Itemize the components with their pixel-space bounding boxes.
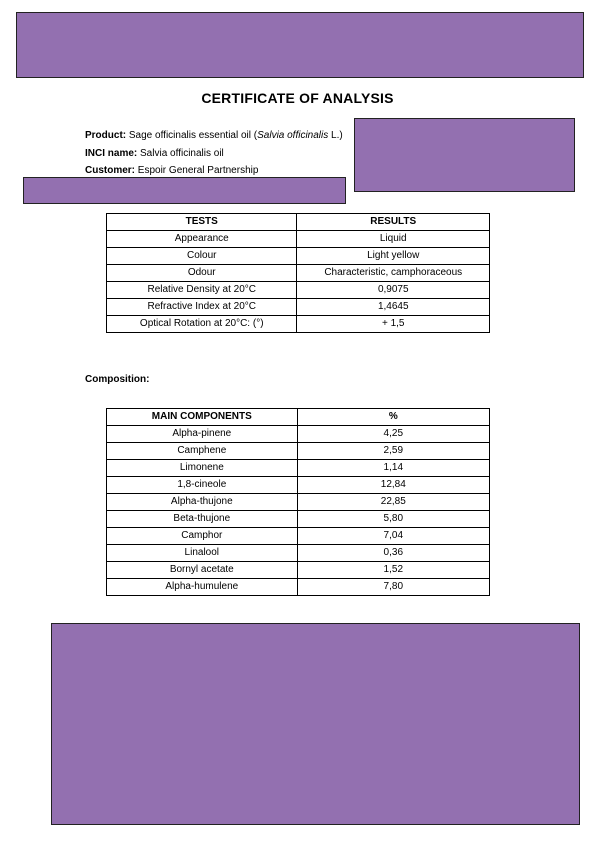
component-percent: 1,14	[297, 460, 489, 477]
components-header-name: MAIN COMPONENTS	[107, 409, 298, 426]
test-result: Characteristic, camphoraceous	[297, 265, 490, 282]
components-table	[106, 408, 490, 596]
table-row	[107, 282, 490, 299]
component-name: Alpha-pinene	[107, 426, 298, 443]
component-percent: 7,04	[297, 528, 489, 545]
table-row	[107, 316, 490, 333]
product-text-after: L.)	[328, 130, 343, 141]
component-percent: 12,84	[297, 477, 489, 494]
customer-value: Espoir General Partnership	[137, 165, 259, 176]
product-text-before: Sage officinalis essential oil (	[128, 130, 258, 141]
component-name: Camphor	[107, 528, 298, 545]
inci-line	[85, 148, 224, 160]
tests-header-tests: TESTS	[107, 214, 297, 231]
table-row	[107, 494, 490, 511]
table-row	[107, 426, 490, 443]
product-label: Product:	[85, 130, 127, 141]
component-name: Alpha-humulene	[107, 579, 298, 596]
test-name: Colour	[107, 248, 297, 265]
customer-label: Customer:	[85, 165, 136, 176]
test-result: 0,9075	[297, 282, 490, 299]
component-name: Alpha-thujone	[107, 494, 298, 511]
component-name: Bornyl acetate	[107, 562, 298, 579]
redacted-header-block	[16, 12, 584, 78]
component-percent: 7,80	[297, 579, 489, 596]
product-line	[85, 130, 343, 142]
table-row	[107, 511, 490, 528]
table-row	[107, 579, 490, 596]
redacted-signature-block	[51, 623, 580, 825]
tests-table	[106, 213, 490, 333]
components-header-row	[107, 409, 490, 426]
component-name: Linalool	[107, 545, 298, 562]
component-name: 1,8-cineole	[107, 477, 298, 494]
test-result: Liquid	[297, 231, 490, 248]
table-row	[107, 231, 490, 248]
component-percent: 5,80	[297, 511, 489, 528]
product-species: Salvia officinalis	[257, 130, 329, 141]
inci-value: Salvia officinalis oil	[140, 148, 224, 159]
redacted-logo-block	[354, 118, 575, 192]
component-name: Camphene	[107, 443, 298, 460]
test-name: Odour	[107, 265, 297, 282]
component-percent: 1,52	[297, 562, 489, 579]
table-row	[107, 477, 490, 494]
component-name: Beta-thujone	[107, 511, 298, 528]
inci-label: INCI name:	[85, 148, 138, 159]
tests-header-results: RESULTS	[297, 214, 490, 231]
test-result: Light yellow	[297, 248, 490, 265]
test-result: 1,4645	[297, 299, 490, 316]
table-row	[107, 528, 490, 545]
tests-header-row	[107, 214, 490, 231]
test-name: Refractive Index at 20°C	[107, 299, 297, 316]
test-result: + 1,5	[297, 316, 490, 333]
component-percent: 4,25	[297, 426, 489, 443]
composition-label: Composition:	[85, 374, 150, 385]
component-percent: 22,85	[297, 494, 489, 511]
redacted-customer-detail-block	[23, 177, 346, 204]
test-name: Relative Density at 20°C	[107, 282, 297, 299]
table-row	[107, 299, 490, 316]
test-name: Appearance	[107, 231, 297, 248]
customer-line	[85, 165, 258, 177]
table-row	[107, 443, 490, 460]
table-row	[107, 562, 490, 579]
component-name: Limonene	[107, 460, 298, 477]
test-name: Optical Rotation at 20°C: (°)	[107, 316, 297, 333]
table-row	[107, 545, 490, 562]
table-row	[107, 265, 490, 282]
table-row	[107, 460, 490, 477]
components-header-percent: %	[297, 409, 489, 426]
table-row	[107, 248, 490, 265]
component-percent: 2,59	[297, 443, 489, 460]
component-percent: 0,36	[297, 545, 489, 562]
page-title: CERTIFICATE OF ANALYSIS	[201, 90, 394, 106]
